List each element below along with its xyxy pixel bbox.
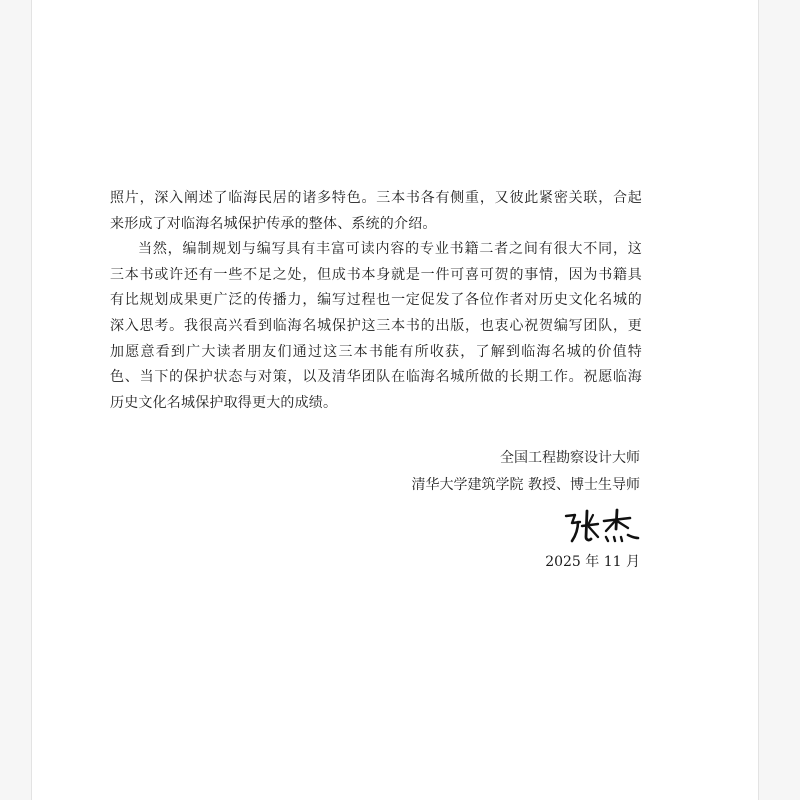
paragraph-2-line-6: 色、当下的保护状态与对策，以及清华团队在临海名城所做的长期工作。祝愿临海 [110, 369, 642, 386]
signature-block [412, 445, 640, 576]
signature-date: 2025 年 11 月 [545, 554, 640, 570]
author-title: 全国工程勘察设计大师 [500, 450, 640, 466]
paragraph-1-line-1: 照片，深入阐述了临海民居的诸多特色。三本书各有侧重，又彼此紧密关联，合起 [110, 190, 642, 206]
document-page [31, 0, 759, 800]
body-text [110, 186, 642, 416]
paragraph-2-line-2: 三本书或许还有一些不足之处，但成书本身就是一件可喜可贺的事情，因为书籍具 [110, 266, 642, 283]
paragraph-2-line-1: 当然，编制规划与编写具有丰富可读内容的专业书籍二者之间有很大不同，这 [138, 241, 642, 258]
paragraph-2-line-3: 有比规划成果更广泛的传播力，编写过程也一定促发了各位作者对历史文化名城的 [110, 292, 642, 309]
handwritten-signature [560, 507, 640, 545]
author-affiliation: 清华大学建筑学院 教授、博士生导师 [411, 477, 640, 493]
paragraph-2-line-7: 历史文化名城保护取得更大的成绩。 [110, 394, 338, 411]
paragraph-2-line-5: 加愿意看到广大读者朋友们通过这三本书能有所收获，了解到临海名城的价值特 [110, 343, 642, 360]
paragraph-2-line-4: 深入思考。我很高兴看到临海名城保护这三本书的出版，也衷心祝贺编写团队，更 [110, 317, 642, 334]
paragraph-1-line-2: 来形成了对临海名城保护传承的整体、系统的介绍。 [110, 215, 437, 232]
